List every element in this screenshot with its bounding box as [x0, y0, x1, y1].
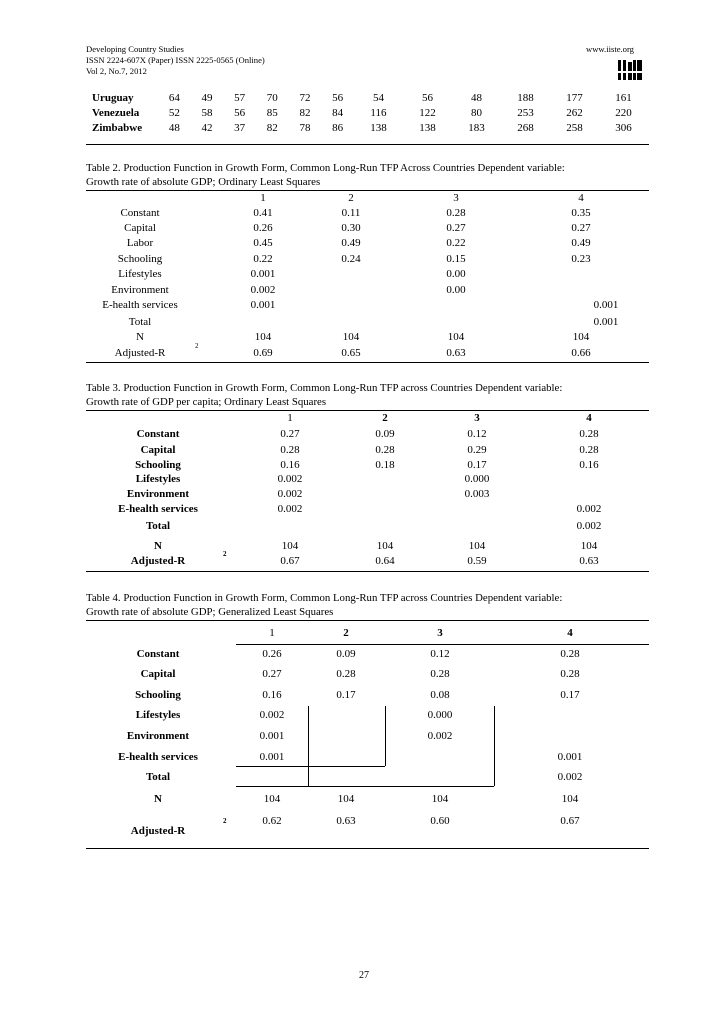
table1-bottom-rule [86, 144, 649, 145]
table4-top-rule [86, 620, 649, 621]
table-cell: 0.49 [571, 237, 591, 249]
table-cell: 258 [566, 121, 583, 134]
table-cell: 0.16 [280, 459, 300, 471]
table-cell: 104 [342, 331, 360, 343]
table-cell: 0.63 [579, 555, 599, 567]
table-cell: 86 [332, 121, 344, 134]
row-label: Adjusted-R 2 [130, 817, 227, 837]
table-cell: 82 [299, 106, 311, 119]
table-cell: 0.09 [336, 648, 356, 660]
table-cell: 0.08 [430, 689, 450, 701]
table4-box-mid [385, 706, 386, 766]
row-label: Total [145, 520, 171, 532]
table-cell: 49 [201, 91, 213, 104]
table-cell: 104 [468, 540, 486, 552]
table-cell: 0.002 [576, 503, 602, 515]
table-cell: 0.002 [250, 284, 276, 296]
table-cell: 54 [372, 91, 384, 104]
table-cell: 104 [337, 793, 355, 805]
table-cell: 177 [566, 91, 583, 104]
table-cell: 0.62 [262, 815, 282, 827]
table2-caption [86, 162, 656, 189]
table4-caption-line1: Table 4. Production Function in Growth Form, Common Long-Run TFP across Countries Dependent variable: [86, 592, 563, 604]
table-row [86, 90, 648, 105]
table2-bottom-rule [86, 362, 649, 363]
superscript-2: 2 [195, 342, 199, 350]
table-cell: 0.002 [259, 709, 285, 721]
table-cell: 0.22 [446, 237, 466, 249]
table-cell: 82 [266, 121, 278, 134]
table-cell: 64 [168, 91, 180, 104]
table-cell: 0.45 [253, 237, 273, 249]
column-header: 2 [348, 192, 354, 204]
table-cell: 0.11 [341, 207, 361, 219]
table-cell: 0.000 [464, 473, 490, 485]
table-cell: 188 [517, 91, 534, 104]
row-label: Labor [126, 237, 154, 249]
row-label: Lifestyles [135, 473, 181, 485]
table-cell: 116 [370, 106, 387, 119]
table-cell: 0.28 [579, 428, 599, 440]
row-label: N [154, 793, 162, 805]
table-cell: 122 [419, 106, 436, 119]
table-cell: 70 [266, 91, 278, 104]
row-label: E-health services [102, 299, 178, 311]
table4-box-left [308, 706, 309, 786]
table-cell: 37 [234, 121, 246, 134]
table4-bottom-rule [86, 848, 649, 849]
table-cell: 0.002 [277, 503, 303, 515]
table-row [86, 120, 648, 135]
table-cell: 104 [263, 793, 281, 805]
table-cell: 80 [470, 106, 482, 119]
table-cell: 0.12 [467, 428, 487, 440]
column-header: 3 [453, 192, 459, 204]
table-cell: 0.27 [280, 428, 300, 440]
row-label: Environment [126, 730, 190, 742]
row-label: Lifestyles [118, 268, 162, 280]
table-cell: 48 [470, 91, 482, 104]
table-cell: 84 [332, 106, 344, 119]
row-label: Total [128, 316, 152, 328]
table-cell: 0.27 [571, 222, 591, 234]
table-cell: 58 [201, 106, 213, 119]
table-cell: 57 [234, 91, 246, 104]
table-cell: 220 [615, 106, 632, 119]
column-header: 4 [578, 192, 584, 204]
column-header: 4 [567, 627, 573, 639]
table4-box-inner-rule [236, 766, 385, 767]
row-label: E-health services [118, 503, 198, 515]
superscript-2: 2 [223, 550, 227, 558]
table-cell: 0.001 [259, 730, 285, 742]
table-cell: 0.001 [250, 299, 276, 311]
table-cell: 0.28 [280, 444, 300, 456]
row-label: Schooling [135, 689, 181, 701]
table-cell: 0.67 [560, 815, 580, 827]
table-cell: 85 [266, 106, 278, 119]
table-cell: 72 [299, 91, 311, 104]
table3-bottom-rule [86, 571, 649, 572]
table-cell: 104 [431, 793, 449, 805]
table-cell: 0.002 [576, 520, 602, 532]
table-cell: 138 [370, 121, 387, 134]
table-cell: 306 [615, 121, 632, 134]
row-label: Capital [124, 222, 156, 234]
table-cell: 0.002 [427, 730, 453, 742]
table-cell: 0.001 [593, 299, 619, 311]
table3-caption [86, 382, 656, 409]
table-cell: 253 [517, 106, 534, 119]
table-cell: 0.09 [375, 428, 395, 440]
table2-top-rule [86, 190, 649, 191]
table-cell: 0.17 [560, 689, 580, 701]
table-cell: 0.27 [262, 668, 282, 680]
table3-caption-line1: Table 3. Production Function in Growth Form, Common Long-Run TFP across Countries Dependent variable: [86, 382, 563, 394]
table-cell: 0.12 [430, 648, 450, 660]
row-label: Total [145, 771, 171, 783]
table4-caption [86, 592, 656, 619]
table4-header-rule [236, 644, 649, 645]
table-cell: 0.00 [446, 284, 466, 296]
table-cell: 0.23 [571, 253, 591, 265]
table-cell: 0.003 [464, 488, 490, 500]
country-name: Uruguay [92, 91, 134, 104]
table-cell: 0.66 [571, 347, 591, 359]
journal-url[interactable]: www.iiste.org [586, 44, 634, 54]
iiste-logo [617, 56, 643, 82]
table-cell: 0.41 [253, 207, 273, 219]
column-header: 4 [586, 412, 592, 424]
table-cell: 0.63 [446, 347, 466, 359]
table-cell: 0.28 [579, 444, 599, 456]
row-label: E-health services [118, 751, 198, 763]
table1-continuation [86, 90, 648, 135]
table-cell: 0.28 [336, 668, 356, 680]
table-cell: 0.27 [446, 222, 466, 234]
row-label: Schooling [135, 459, 181, 471]
table-cell: 0.001 [250, 268, 276, 280]
table4-caption-line2: Growth rate of absolute GDP; Generalized Least Squares [86, 605, 334, 618]
country-name: Venezuela [92, 106, 140, 119]
table-cell: 0.29 [467, 444, 487, 456]
row-label: Adjusted-R 2 [130, 550, 227, 567]
row-label: Capital [140, 668, 176, 680]
table-cell: 0.22 [253, 253, 273, 265]
table-cell: 48 [168, 121, 180, 134]
table-cell: 0.28 [446, 207, 466, 219]
journal-name: Developing Country Studies [86, 44, 184, 54]
table-cell: 0.35 [571, 207, 591, 219]
table-cell: 0.18 [375, 459, 395, 471]
row-label: Lifestyles [135, 709, 181, 721]
table4-box-right [494, 706, 495, 786]
table-cell: 138 [419, 121, 436, 134]
column-header: 1 [287, 412, 293, 424]
table-cell: 0.15 [446, 253, 466, 265]
table-cell: 0.30 [341, 222, 361, 234]
table-cell: 0.000 [427, 709, 453, 721]
table-row [86, 105, 648, 120]
table-cell: 0.24 [341, 253, 361, 265]
table-cell: 0.69 [253, 347, 273, 359]
table-cell: 0.59 [467, 555, 487, 567]
table-cell: 0.17 [467, 459, 487, 471]
table-cell: 78 [299, 121, 311, 134]
table-cell: 52 [168, 106, 180, 119]
table-cell: 56 [234, 106, 246, 119]
column-header: 2 [382, 412, 388, 424]
table-cell: 0.28 [560, 648, 580, 660]
table-cell: 0.001 [259, 751, 285, 763]
table-cell: 0.002 [557, 771, 583, 783]
row-label: N [136, 331, 144, 343]
table-cell: 0.26 [253, 222, 273, 234]
table-cell: 0.28 [430, 668, 450, 680]
table-cell: 104 [447, 331, 465, 343]
table-cell: 0.17 [336, 689, 356, 701]
row-label: Environment [126, 488, 190, 500]
table-cell: 161 [615, 91, 632, 104]
table-cell: 56 [421, 91, 433, 104]
superscript-2: 2 [223, 817, 227, 825]
row-label: Adjusted-R 2 [114, 342, 199, 359]
table4-box-bottom-rule [236, 786, 494, 787]
table-cell: 0.28 [560, 668, 580, 680]
row-label: Constant [136, 428, 180, 440]
table2-caption-line1: Table 2. Production Function in Growth Form, Common Long-Run TFP Across Countries Dependent variable: [86, 162, 565, 174]
table-cell: 0.001 [557, 751, 583, 763]
journal-volume: Vol 2, No.7, 2012 [86, 66, 147, 76]
row-label: Capital [140, 444, 176, 456]
table-cell: 0.001 [593, 316, 619, 328]
row-label: Constant [136, 648, 180, 660]
table3-caption-line2: Growth rate of GDP per capita; Ordinary Least Squares [86, 395, 327, 408]
column-header: 1 [260, 192, 266, 204]
row-label: Environment [111, 284, 169, 296]
table-cell: 0.00 [446, 268, 466, 280]
table-cell: 104 [376, 540, 394, 552]
column-header: 2 [343, 627, 349, 639]
row-label: N [154, 540, 162, 552]
column-header: 3 [474, 412, 480, 424]
table-cell: 104 [561, 793, 579, 805]
table-cell: 42 [201, 121, 213, 134]
journal-header [86, 44, 265, 77]
table-cell: 0.002 [277, 473, 303, 485]
table-cell: 104 [580, 540, 598, 552]
table-cell: 0.65 [341, 347, 361, 359]
table-cell: 0.60 [430, 815, 450, 827]
table-cell: 104 [572, 331, 590, 343]
column-header: 1 [269, 627, 275, 639]
table-cell: 56 [332, 91, 344, 104]
table-cell: 104 [254, 331, 272, 343]
page-number: 27 [359, 970, 369, 981]
table-cell: 262 [566, 106, 583, 119]
table-cell: 183 [468, 121, 485, 134]
table-cell: 0.16 [579, 459, 599, 471]
row-label: Constant [120, 207, 160, 219]
table-cell: 268 [517, 121, 534, 134]
table-cell: 0.64 [375, 555, 395, 567]
table2-caption-line2: Growth rate of absolute GDP; Ordinary Least Squares [86, 175, 321, 188]
journal-issn: ISSN 2224-607X (Paper) ISSN 2225-0565 (Online) [86, 55, 265, 65]
column-header: 3 [437, 627, 443, 639]
table-cell: 0.49 [341, 237, 361, 249]
table-cell: 0.16 [262, 689, 282, 701]
table-cell: 0.002 [277, 488, 303, 500]
table-cell: 0.63 [336, 815, 356, 827]
table-cell: 0.28 [375, 444, 395, 456]
table-cell: 0.67 [280, 555, 300, 567]
table3-top-rule [86, 410, 649, 411]
country-name: Zimbabwe [92, 121, 143, 134]
row-label: Schooling [117, 253, 163, 265]
table-cell: 104 [281, 540, 299, 552]
table-cell: 0.26 [262, 648, 282, 660]
